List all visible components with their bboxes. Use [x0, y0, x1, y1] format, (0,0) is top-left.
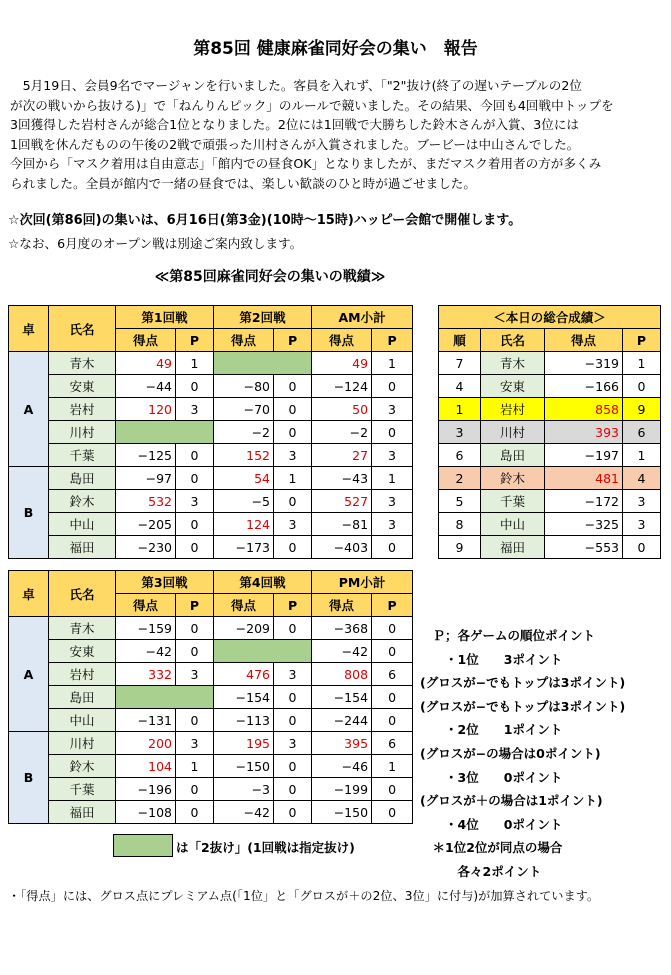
col-header-points: P: [176, 594, 214, 617]
skip-legend-text: は「2抜け」(1回戦は指定抜け): [176, 840, 355, 855]
score-cell: −43: [312, 467, 372, 490]
col-header-score: 得点: [116, 329, 176, 352]
page-title: 第85回 健康麻雀同好会の集い 報告: [193, 39, 478, 59]
points-cell: 3: [176, 490, 214, 513]
points-cell: 0: [372, 801, 413, 824]
table-group-cell: A: [9, 352, 49, 467]
intro-line: 今回から「マスク着用は自由意志」「館内での昼食OK」となりましたが、まだマスク着用者の方が多くみ: [10, 156, 602, 171]
score-cell: −230: [116, 536, 176, 559]
score-cell: −197: [545, 444, 623, 467]
col-header-score: 得点: [214, 594, 274, 617]
score-cell: 808: [312, 663, 372, 686]
table-row: [9, 686, 413, 709]
player-name-cell: 青木: [481, 352, 545, 375]
col-header-name: 氏名: [49, 306, 116, 352]
score-cell: −205: [116, 513, 176, 536]
points-cell: 6: [372, 663, 413, 686]
points-cell: 0: [176, 375, 214, 398]
score-cell: 124: [214, 513, 274, 536]
col-header-pm-subtotal: PM小計: [312, 571, 413, 594]
points-cell: 0: [176, 536, 214, 559]
points-cell: 3: [372, 513, 413, 536]
player-name-cell: 島田: [49, 686, 116, 709]
points-cell: 3: [274, 663, 312, 686]
skip-cell: [116, 686, 214, 709]
table-row: [9, 444, 413, 467]
points-cell: 3: [372, 444, 413, 467]
points-cell: 3: [274, 513, 312, 536]
points-cell: 1: [372, 467, 413, 490]
player-name-cell: 川村: [49, 421, 116, 444]
points-cell: 0: [372, 536, 413, 559]
table-row: [9, 801, 413, 824]
col-header-am-subtotal: AM小計: [312, 306, 413, 329]
table-row: [439, 536, 661, 559]
points-cell: 3: [176, 663, 214, 686]
player-name-cell: 福田: [481, 536, 545, 559]
points-cell: 0: [623, 536, 661, 559]
table-row: [439, 467, 661, 490]
open-match-notice: ☆なお、6月度のオープン戦は別途ご案内致します。: [8, 236, 303, 251]
table-row: [9, 421, 413, 444]
rank-points-notes: [420, 624, 665, 884]
overall-results-title: ＜本日の総合成績＞: [439, 306, 661, 329]
player-name-cell: 安東: [49, 375, 116, 398]
points-cell: 3: [623, 490, 661, 513]
score-cell: −125: [116, 444, 176, 467]
table-row: [9, 617, 413, 640]
table-row: [9, 352, 413, 375]
points-cell: 3: [176, 732, 214, 755]
col-header-points: P: [274, 329, 312, 352]
col-header-points: P: [372, 329, 413, 352]
points-cell: 0: [176, 801, 214, 824]
rank-cell: 2: [439, 467, 481, 490]
player-name-cell: 川村: [481, 421, 545, 444]
points-cell: 0: [176, 513, 214, 536]
player-name-cell: 中山: [49, 709, 116, 732]
score-cell: 393: [545, 421, 623, 444]
rank-cell: 9: [439, 536, 481, 559]
intro-line: 1回戦を休んだものの午後の2戦で頑張った川村さんが入賞されました。ブービーは中山さんでした。: [10, 136, 580, 152]
score-cell: 50: [312, 398, 372, 421]
score-cell: 332: [116, 663, 176, 686]
score-cell: −97: [116, 467, 176, 490]
score-cell: −108: [116, 801, 176, 824]
score-cell: −46: [312, 755, 372, 778]
player-name-cell: 青木: [49, 352, 116, 375]
col-header-points: P: [274, 594, 312, 617]
table-row: [9, 513, 413, 536]
table-row: [9, 778, 413, 801]
player-name-cell: 安東: [481, 375, 545, 398]
rank-points-note: ＊1位2位が同点の場合: [420, 840, 563, 856]
player-name-cell: 青木: [49, 617, 116, 640]
col-header-name: 氏名: [481, 329, 545, 352]
next-meeting-notice: ☆次回(第86回)の集いは、6月16日(第3金)(10時〜15時)ハッピー会館で開催します。: [8, 213, 522, 228]
col-header-score: 得点: [312, 329, 372, 352]
rank-cell: 3: [439, 421, 481, 444]
points-cell: 0: [372, 375, 413, 398]
points-cell: 6: [372, 732, 413, 755]
points-cell: 0: [372, 709, 413, 732]
score-cell: −159: [116, 617, 176, 640]
score-cell: 54: [214, 467, 274, 490]
score-cell: −166: [545, 375, 623, 398]
score-cell: −403: [312, 536, 372, 559]
col-header-round3: 第3回戦: [116, 571, 214, 594]
intro-line: が次の戦いから抜ける)」で「ねんりんピック」のルールで競いました。その結果、今回も4回戦中トップを: [10, 97, 614, 113]
points-cell: 0: [176, 444, 214, 467]
points-cell: 1: [176, 352, 214, 375]
table-group-cell: B: [9, 732, 49, 824]
points-cell: 0: [176, 467, 214, 490]
score-cell: −196: [116, 778, 176, 801]
player-name-cell: 岩村: [481, 398, 545, 421]
intro-paragraph: [10, 76, 665, 193]
am-results-table: [8, 305, 413, 559]
points-cell: 3: [372, 490, 413, 513]
skip-cell: [214, 352, 312, 375]
player-name-cell: 島田: [481, 444, 545, 467]
footer-note: ・「得点」には、グロス点にプレミアム点(「1位」と「グロスが＋の2位、3位」に付与)が加算されています。: [8, 889, 600, 903]
rank-cell: 8: [439, 513, 481, 536]
player-name-cell: 鈴木: [481, 467, 545, 490]
points-cell: 1: [623, 444, 661, 467]
table-row: [9, 490, 413, 513]
points-cell: 0: [176, 617, 214, 640]
score-cell: −3: [214, 778, 274, 801]
points-cell: 3: [623, 513, 661, 536]
player-name-cell: 島田: [49, 467, 116, 490]
points-cell: 9: [623, 398, 661, 421]
score-cell: 120: [116, 398, 176, 421]
points-cell: 3: [274, 732, 312, 755]
points-cell: 0: [176, 640, 214, 663]
pm-results-table: [8, 570, 413, 824]
score-cell: −131: [116, 709, 176, 732]
table-row: [9, 709, 413, 732]
points-cell: 0: [274, 686, 312, 709]
score-cell: 152: [214, 444, 274, 467]
col-header-points: P: [372, 594, 413, 617]
col-header-name: 氏名: [49, 571, 116, 617]
rank-points-note: ・1位 3ポイント: [420, 651, 563, 667]
intro-line: 5月19日、会員9名でマージャンを行いました。客員を入れず、「"2"抜け(終了の遅いテーブルの2位: [10, 78, 582, 93]
score-cell: 49: [116, 352, 176, 375]
score-cell: 27: [312, 444, 372, 467]
score-cell: 195: [214, 732, 274, 755]
points-cell: 0: [372, 617, 413, 640]
table-row: [9, 375, 413, 398]
score-cell: 858: [545, 398, 623, 421]
results-subtitle: ≪第85回麻雀同好会の集いの戦績≫: [154, 269, 386, 285]
overall-results-table: [438, 305, 661, 559]
rank-cell: 6: [439, 444, 481, 467]
score-cell: −81: [312, 513, 372, 536]
points-cell: 1: [623, 352, 661, 375]
rank-points-note: (グロスが＋の場合は1ポイント): [420, 793, 603, 809]
score-cell: −154: [312, 686, 372, 709]
intro-line: られました。全員が館内で一緒の昼食では、楽しい歓談のひと時が過ごせました。: [10, 175, 476, 191]
col-header-round4: 第4回戦: [214, 571, 312, 594]
points-cell: 4: [623, 467, 661, 490]
score-cell: −244: [312, 709, 372, 732]
score-cell: −44: [116, 375, 176, 398]
points-cell: 1: [372, 755, 413, 778]
points-cell: 0: [372, 778, 413, 801]
skip-cell: [116, 421, 214, 444]
table-group-cell: B: [9, 467, 49, 559]
col-header-score: 得点: [116, 594, 176, 617]
table-row: [439, 352, 661, 375]
col-header-rank: 順: [439, 329, 481, 352]
table-row: [9, 536, 413, 559]
score-cell: −70: [214, 398, 274, 421]
table-row: [9, 398, 413, 421]
table-row: [9, 732, 413, 755]
score-cell: −150: [214, 755, 274, 778]
points-cell: 3: [176, 398, 214, 421]
score-cell: 532: [116, 490, 176, 513]
player-name-cell: 千葉: [481, 490, 545, 513]
score-cell: 527: [312, 490, 372, 513]
table-row: [439, 421, 661, 444]
score-cell: −5: [214, 490, 274, 513]
score-cell: 104: [116, 755, 176, 778]
points-cell: 0: [274, 801, 312, 824]
points-cell: 0: [623, 375, 661, 398]
col-header-points: P: [623, 329, 661, 352]
points-cell: 0: [274, 375, 312, 398]
intro-line: 3回獲得した岩村さんが総合1位となりました。2位には1回戦で大勝ちした鈴木さんが入賞、3位には: [10, 117, 580, 132]
player-name-cell: 鈴木: [49, 755, 116, 778]
rank-points-note: (グロスが−でもトップは3ポイント): [420, 698, 626, 714]
score-cell: −80: [214, 375, 274, 398]
score-cell: 476: [214, 663, 274, 686]
points-cell: 0: [274, 778, 312, 801]
score-cell: −113: [214, 709, 274, 732]
score-cell: −199: [312, 778, 372, 801]
points-cell: 0: [274, 490, 312, 513]
points-cell: 3: [274, 444, 312, 467]
skip-legend-swatch: [113, 834, 173, 857]
points-cell: 0: [274, 398, 312, 421]
points-cell: 0: [372, 640, 413, 663]
player-name-cell: 福田: [49, 801, 116, 824]
points-cell: 0: [274, 421, 312, 444]
rank-points-note: ・2位 1ポイント: [420, 722, 563, 738]
rank-cell: 4: [439, 375, 481, 398]
col-header-round2: 第2回戦: [214, 306, 312, 329]
points-cell: 6: [623, 421, 661, 444]
col-header-table: 卓: [9, 306, 49, 352]
score-cell: 200: [116, 732, 176, 755]
score-cell: −42: [214, 801, 274, 824]
rank-cell: 7: [439, 352, 481, 375]
rank-points-note: ・3位 0ポイント: [420, 769, 563, 785]
table-row: [439, 375, 661, 398]
rank-points-note: 各々2ポイント: [420, 863, 542, 879]
points-cell: 1: [274, 467, 312, 490]
score-cell: 395: [312, 732, 372, 755]
rank-points-note: ・4位 0ポイント: [420, 816, 563, 832]
col-header-score: 得点: [214, 329, 274, 352]
col-header-points: P: [176, 329, 214, 352]
score-cell: −42: [312, 640, 372, 663]
rank-points-note: Ｐ；各ゲームの順位ポイント: [420, 628, 596, 643]
score-cell: −2: [214, 421, 274, 444]
rank-cell: 5: [439, 490, 481, 513]
player-name-cell: 千葉: [49, 444, 116, 467]
table-row: [439, 490, 661, 513]
score-cell: −368: [312, 617, 372, 640]
table-row: [439, 398, 661, 421]
player-name-cell: 中山: [49, 513, 116, 536]
score-cell: −553: [545, 536, 623, 559]
points-cell: 3: [372, 398, 413, 421]
col-header-table: 卓: [9, 571, 49, 617]
score-cell: 481: [545, 467, 623, 490]
score-cell: −42: [116, 640, 176, 663]
skip-cell: [214, 640, 312, 663]
table-group-cell: A: [9, 617, 49, 732]
col-header-score: 得点: [312, 594, 372, 617]
table-row: [439, 513, 661, 536]
table-row: [9, 755, 413, 778]
score-cell: −172: [545, 490, 623, 513]
score-cell: −173: [214, 536, 274, 559]
col-header-round1: 第1回戦: [116, 306, 214, 329]
player-name-cell: 安東: [49, 640, 116, 663]
score-cell: 49: [312, 352, 372, 375]
points-cell: 0: [274, 755, 312, 778]
score-cell: −124: [312, 375, 372, 398]
score-cell: −2: [312, 421, 372, 444]
rank-cell: 1: [439, 398, 481, 421]
player-name-cell: 千葉: [49, 778, 116, 801]
table-row: [9, 467, 413, 490]
table-row: [9, 640, 413, 663]
player-name-cell: 岩村: [49, 663, 116, 686]
points-cell: 0: [372, 686, 413, 709]
score-cell: −154: [214, 686, 274, 709]
player-name-cell: 鈴木: [49, 490, 116, 513]
player-name-cell: 中山: [481, 513, 545, 536]
score-cell: −325: [545, 513, 623, 536]
col-header-score: 得点: [545, 329, 623, 352]
points-cell: 0: [274, 536, 312, 559]
player-name-cell: 川村: [49, 732, 116, 755]
player-name-cell: 岩村: [49, 398, 116, 421]
table-row: [439, 444, 661, 467]
score-cell: −319: [545, 352, 623, 375]
rank-points-note: (グロスが−の場合は0ポイント): [420, 745, 601, 761]
score-cell: −150: [312, 801, 372, 824]
points-cell: 0: [274, 709, 312, 732]
player-name-cell: 福田: [49, 536, 116, 559]
rank-points-note: (グロスが−でもトップは3ポイント): [420, 675, 626, 691]
score-cell: −209: [214, 617, 274, 640]
points-cell: 1: [372, 352, 413, 375]
points-cell: 0: [176, 709, 214, 732]
table-row: [9, 663, 413, 686]
points-cell: 0: [274, 617, 312, 640]
points-cell: 0: [176, 778, 214, 801]
points-cell: 0: [372, 421, 413, 444]
points-cell: 1: [176, 755, 214, 778]
